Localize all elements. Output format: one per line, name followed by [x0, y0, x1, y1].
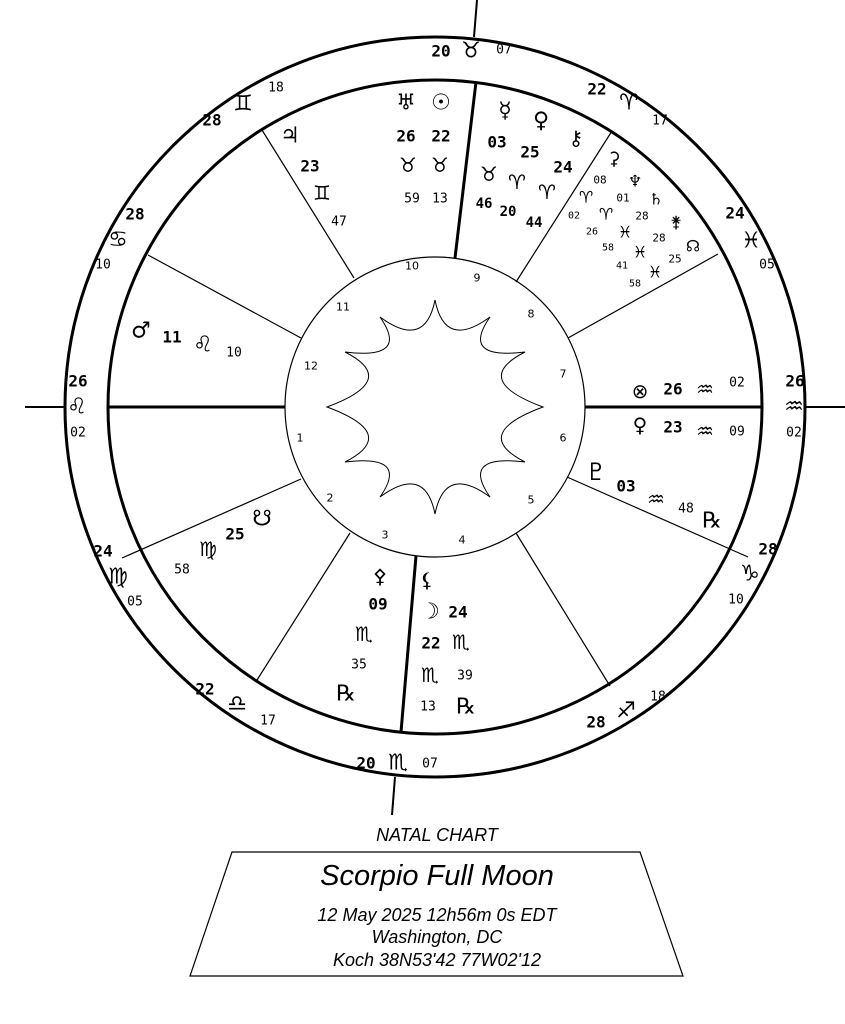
planet-group-mars	[131, 319, 242, 361]
vertex-venus-degree: 23	[663, 417, 683, 437]
chiron-minute: 44	[525, 215, 543, 231]
c8-cusp-sign-icon: ♋	[108, 227, 128, 253]
node-sign-icon: ♓	[647, 262, 663, 282]
pluto-icon: ♇	[585, 458, 607, 486]
node-icon: ☊	[685, 236, 701, 256]
pallas-retrograde-icon: ℞	[336, 681, 356, 707]
mars-minute: 10	[226, 345, 242, 361]
mc-cusp-sign-icon: ♉	[461, 38, 481, 64]
node-minute: 58	[628, 278, 642, 290]
pluto-sign-icon: ♒	[647, 487, 665, 511]
c5-cusp-sign-icon: ♎	[227, 691, 247, 717]
c3-cusp-degree: 28	[586, 712, 606, 732]
asc-right-cusp-degree: 26	[785, 371, 805, 391]
house-5-number: 5	[527, 493, 535, 507]
pallas-degree: 09	[368, 594, 388, 614]
dsc-left-cusp-sign-icon: ♌	[67, 394, 87, 420]
jupiter-degree: 23	[300, 156, 320, 176]
c12-cusp-minute: 05	[759, 257, 775, 273]
house-1-number: 1	[296, 431, 304, 445]
ic-cusp-sign-icon: ♏	[388, 750, 408, 776]
neptune-icon: ♆	[627, 171, 643, 191]
chiron-degree: 24	[553, 157, 573, 177]
vertex-venus-minute: 09	[729, 424, 745, 440]
mercury-sign-icon: ♉	[480, 162, 498, 186]
neptune-degree: 01	[616, 191, 630, 205]
south-node-degree: 25	[225, 524, 245, 544]
mc-cusp-degree: 20	[431, 41, 451, 61]
dsc-left-cusp-minute: 02	[70, 425, 86, 441]
lilith-sign-icon: ♏	[421, 663, 439, 687]
c11-cusp-sign-icon: ♈	[619, 90, 639, 116]
c3-cusp-sign-icon: ♐	[616, 698, 636, 724]
chiron-sign-icon: ♈	[538, 180, 556, 204]
c6-cusp-degree: 24	[93, 541, 113, 561]
c3-cusp-minute: 18	[650, 689, 666, 705]
saturn-minute: 58	[601, 242, 615, 254]
moon-degree: 24	[448, 602, 468, 622]
moon-retrograde-icon: ℞	[456, 694, 476, 720]
moon-icon: ☽	[420, 599, 440, 625]
pallas-sign-icon: ♏	[355, 622, 373, 646]
c6-cusp-minute: 05	[127, 594, 143, 610]
fortune-icon: ⊗	[631, 379, 649, 403]
ceres-icon: ⚳	[607, 148, 621, 170]
juno-minute: 41	[615, 260, 629, 272]
neptune-minute: 26	[585, 226, 599, 238]
saturn-icon: ♄	[648, 189, 664, 209]
node-degree: 25	[668, 252, 682, 266]
event-title: Scorpio Full Moon	[320, 860, 554, 892]
c5-cusp-degree: 22	[195, 679, 215, 699]
house-4-number: 4	[458, 533, 466, 547]
south-node-minute: 58	[174, 562, 190, 578]
uranus-sign-icon: ♉	[399, 153, 417, 177]
c12-cusp-degree: 24	[725, 203, 745, 223]
house-8-number: 8	[527, 307, 535, 321]
pallas-minute: 35	[351, 657, 367, 673]
venus-sign-icon: ♈	[508, 170, 526, 194]
house-3-number: 3	[381, 528, 389, 542]
chart-header: NATAL CHART	[376, 825, 498, 845]
c2-cusp-degree: 28	[758, 539, 778, 559]
moon-minute: 39	[457, 668, 473, 684]
moon-sign-icon: ♏	[452, 630, 470, 654]
c8-cusp-minute: 10	[95, 257, 111, 273]
ceres-sign-icon: ♈	[578, 187, 594, 207]
sun-icon: ☉	[431, 90, 451, 116]
pluto-degree: 03	[616, 476, 636, 496]
c9-cusp-degree: 28	[202, 110, 222, 130]
juno-degree: 28	[652, 231, 666, 245]
mc-axis-tick	[474, 0, 477, 37]
fortune-minute: 02	[729, 375, 745, 391]
house-2-number: 2	[326, 491, 334, 505]
c9-cusp-sign-icon: ♊	[233, 91, 253, 117]
sun-degree: 22	[431, 126, 451, 146]
c2-cusp-sign-icon: ♑	[740, 561, 760, 587]
neptune-sign-icon: ♈	[598, 204, 614, 224]
c11-cusp-degree: 22	[587, 79, 607, 99]
ic-axis-tick	[392, 777, 395, 815]
planet-group-uranus-sun	[396, 91, 451, 207]
planet-group-south-node	[174, 507, 272, 578]
planet-group-aquarius-points	[632, 376, 745, 444]
saturn-degree: 28	[635, 209, 649, 223]
mc-cusp-minute: 07	[496, 42, 512, 58]
mercury-degree: 03	[487, 132, 507, 152]
house-6-number: 6	[559, 431, 567, 445]
mars-icon: ♂	[131, 318, 151, 344]
house-10-number: 10	[405, 259, 419, 273]
jupiter-icon: ♃	[280, 123, 300, 149]
uranus-degree: 26	[396, 126, 416, 146]
mars-sign-icon: ♌	[193, 332, 213, 358]
venus-minute: 20	[499, 204, 517, 220]
saturn-sign-icon: ♓	[617, 222, 633, 242]
asc-right-cusp-minute: 02	[786, 425, 802, 441]
c8-cusp-degree: 28	[125, 204, 145, 224]
vertex-venus-sign-icon: ♒	[696, 419, 714, 443]
pallas-icon: ⚴	[372, 564, 388, 588]
event-place: Washington, DC	[371, 927, 503, 947]
ceres-minute: 02	[567, 210, 581, 222]
ic-cusp-minute: 07	[422, 756, 438, 772]
south-node-sign-icon: ♍	[199, 537, 217, 561]
juno-icon: ⚵	[670, 212, 682, 232]
center-star	[327, 300, 543, 514]
planet-group-pluto	[585, 458, 722, 534]
c5-cusp-minute: 17	[260, 713, 276, 729]
mercury-minute: 46	[475, 196, 493, 212]
mercury-icon: ☿	[498, 98, 512, 124]
pluto-retrograde-icon: ℞	[702, 508, 722, 534]
c9-cusp-minute: 18	[268, 80, 284, 96]
ceres-degree: 08	[593, 173, 607, 187]
uranus-icon: ♅	[396, 90, 416, 116]
planet-group-moon	[420, 568, 476, 720]
lilith-degree: 22	[421, 633, 441, 653]
sun-minute: 13	[432, 191, 448, 207]
vertex-venus-icon: ♀	[632, 413, 648, 437]
pluto-minute: 48	[678, 501, 694, 517]
uranus-minute: 59	[404, 191, 420, 207]
lilith-minute: 13	[420, 699, 436, 715]
house-9-number: 9	[473, 271, 481, 285]
asc-right-cusp-sign-icon: ♒	[784, 394, 804, 420]
jupiter-minute: 47	[331, 214, 347, 230]
juno-sign-icon: ♓	[632, 242, 648, 262]
event-datetime: 12 May 2025 12h56m 0s EDT	[317, 905, 557, 925]
house-11-number: 11	[336, 300, 350, 314]
fortune-degree: 26	[663, 379, 683, 399]
venus-icon: ♀	[532, 108, 550, 134]
c11-cusp-minute: 17	[652, 113, 668, 129]
chiron-icon: ⚷	[568, 126, 584, 150]
c12-cusp-sign-icon: ♓	[741, 228, 761, 254]
dsc-left-cusp-degree: 26	[68, 371, 88, 391]
ic-cusp-degree: 20	[356, 753, 376, 773]
house-7-number: 7	[559, 367, 567, 381]
event-system: Koch 38N53'42 77W02'12	[332, 950, 542, 970]
c2-cusp-minute: 10	[728, 592, 744, 608]
fortune-sign-icon: ♒	[696, 377, 714, 401]
venus-degree: 25	[520, 142, 540, 162]
lilith-icon: ⚸	[419, 568, 435, 592]
south-node-icon: ☋	[252, 506, 272, 532]
house-12-number: 12	[304, 359, 318, 373]
planet-group-pallas	[336, 564, 388, 707]
sun-sign-icon: ♉	[431, 153, 449, 177]
c6-cusp-sign-icon: ♍	[108, 564, 128, 590]
mars-degree: 11	[162, 327, 182, 347]
jupiter-sign-icon: ♊	[313, 181, 331, 205]
